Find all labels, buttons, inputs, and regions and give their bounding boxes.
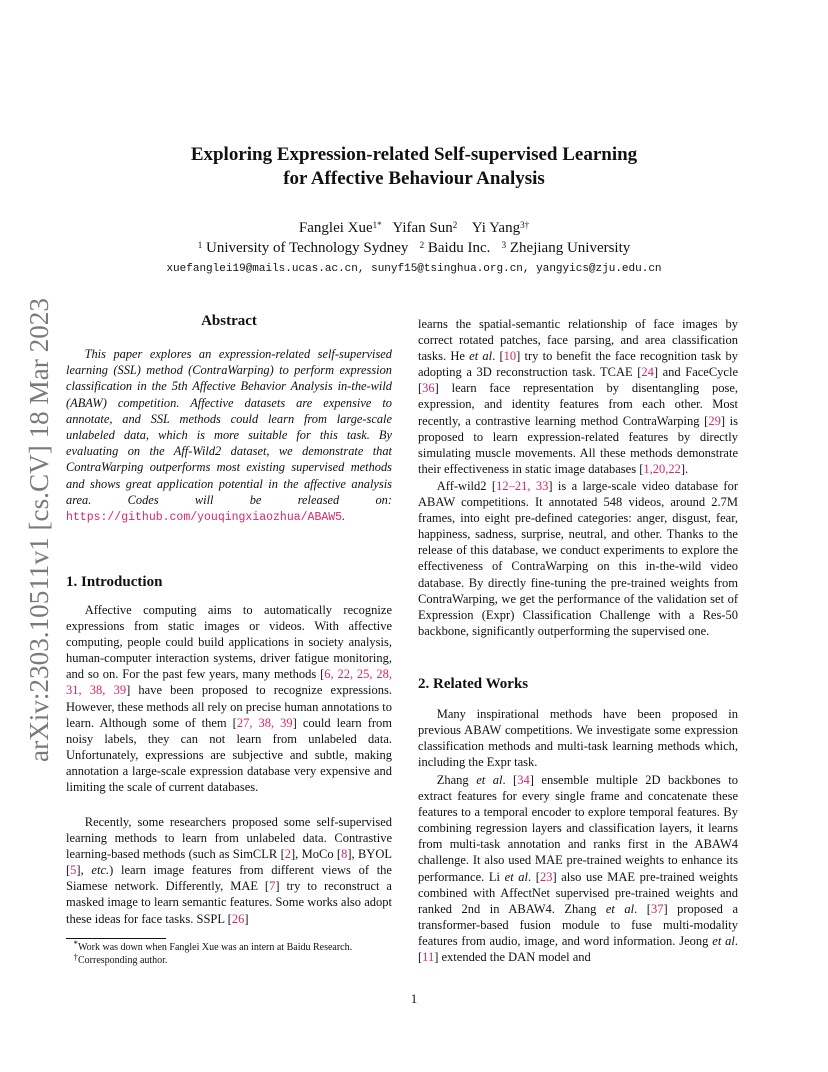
footnote-divider: [66, 938, 166, 939]
text-run: ] is proposed to learn expression-related features by directly simulating muscle movements. All these methods demonstrate their effectiveness in static image databases [: [418, 413, 738, 476]
author-name: Yifan Sun: [392, 220, 453, 236]
text-run: ], MoCo [: [291, 847, 342, 862]
affiliation-num: 3: [501, 240, 507, 250]
affiliation-num: 1: [197, 240, 203, 250]
text-run: ] is a large-scale video database for ABAW competitions. It annotated 548 videos, around 2.7M frames, into eight pre-defined categories: anger, disgust, fear, happiness, sadness, surprise, neutral, and other. Thanks to the release of this database, we conduct experiments to explore the effectiveness of ContraWarping on this in-the-wild video database. By directly fine-tuning the pre-trained weights from ContraWarping, we get the performance of the validation set of Expression (Expr) Classification Challenge with a Res-50 backbone, significantly outperforming the supervised one.: [418, 479, 738, 638]
citation-link[interactable]: 34: [517, 773, 530, 787]
right-paragraph-1: [418, 316, 738, 477]
text-run-italic: etc.: [91, 863, 110, 878]
author-emails: xuefanglei19@mails.ucas.ac.cn, sunyf15@tsinghua.org.cn, yangyics@zju.edu.cn: [166, 263, 662, 275]
title-line-2: for Affective Behaviour Analysis: [283, 168, 545, 189]
related-paragraph-1: Many inspirational methods have been proposed in previous ABAW competitions. We investigate some expression classification methods and multi-task learning methods which, including the Expr task.: [418, 707, 738, 770]
author-mark: 3†: [520, 220, 530, 230]
affiliation-name: Zhejiang University: [509, 240, 631, 256]
author-list: [0, 218, 828, 238]
related-paragraph-2: [418, 772, 738, 965]
citation-link[interactable]: 11: [422, 950, 435, 965]
author-mark: 2: [452, 220, 458, 230]
intro-paragraph-1: [66, 602, 392, 795]
title-line-1: Exploring Expression-related Self-supervised Learning: [190, 144, 638, 165]
footnote-text: Corresponding author.: [78, 955, 168, 966]
affiliation-list: [0, 238, 828, 258]
text-run: learns the spatial-semantic relationship of face images by correct rotated patches, face parsing, and area classification tasks. He: [418, 317, 738, 364]
abstract-heading: Abstract: [201, 313, 257, 329]
abstract-body: This paper explores an expression-related self-supervised learning (SSL) method (ContraWarping) to perform expression classification in the 5th Affective Behavior Analysis in-the-wild (ABAW) competition. Affective datasets are expensive to annotate, and SSL methods could learn from large-scale unlabeled data, which is more suitable for this task. By evaluating on the Aff-Wild2 dataset, we demonstrate that ContraWarping outperforms most existing supervised methods and shows great application potential in the affective analysis area. Codes will be released on:: [66, 347, 392, 507]
text-run: Zhang: [436, 773, 477, 787]
footnote-2: [66, 954, 396, 967]
citation-link[interactable]: 23: [539, 869, 553, 884]
arxiv-id-text: arXiv:2303.10511v1 [cs.CV] 18 Mar 2023: [24, 301, 54, 762]
text-run: . [: [492, 349, 504, 364]
citation-link[interactable]: 5: [70, 863, 77, 878]
footnote-mark: †: [73, 952, 78, 962]
abstract-end: .: [342, 509, 346, 524]
citation-link[interactable]: 10: [503, 349, 517, 364]
affiliation-num: 2: [419, 240, 425, 250]
text-run: ] ensemble multiple 2D backbones to extract features for every single frame and concatenate these features to a temporal encoder to explore temporal features. By combining regression layers and classification layers, it learns from multi-task annotation and ranks first in the ABAW4 challenge. It also used MAE pre-trained weights to enhance its performance. Li: [418, 773, 739, 884]
citation-link[interactable]: 12–21, 33: [496, 479, 549, 493]
text-run: . [: [502, 773, 518, 787]
text-run-italic: et al: [605, 901, 635, 916]
right-paragraph-2: [418, 478, 738, 639]
text-run: ].: [680, 461, 689, 476]
text-run-italic: et al: [469, 349, 493, 364]
text-run-italic: et al: [504, 869, 529, 884]
section-heading-introduction: 1. Introduction: [66, 574, 163, 590]
arxiv-stamp: [14, 295, 58, 765]
text-run: ],: [76, 863, 92, 878]
text-run: ], BYOL [: [66, 847, 392, 878]
footnote-mark: *: [73, 939, 78, 949]
footnote-text: Work was down when Fanglei Xue was an intern at Baidu Research.: [78, 942, 353, 953]
section-heading-related-works: 2. Related Works: [418, 676, 529, 692]
footnote-1: [66, 941, 396, 954]
text-run: ) learn image features from different views of the Siamese network. Differently, MAE [: [66, 863, 392, 894]
text-run: ]: [244, 911, 249, 926]
text-run: ] extended the DAN model and: [434, 950, 591, 965]
text-run: Affective computing aims to automatically recognize expressions from static images or videos. With affective computing, people could build applications in society analysis, human-computer interaction systems, driver fatigue monitoring, and so on. For the past few years, many methods [: [66, 603, 392, 682]
text-run: . [: [418, 933, 738, 965]
citation-link[interactable]: 27, 38, 39: [236, 715, 293, 730]
text-run: Recently, some researchers proposed some self-supervised learning methods to learn from unlabeled data. Contrastive learning-based methods (such as SimCLR [: [66, 815, 392, 862]
text-run: ] proposed a transformer-based fusion module to fuse multi-modality features from audio, image, and word information. Jeong: [418, 901, 738, 948]
text-run: ] also use MAE pre-trained weights combined with AffectNet supervised pre-trained weights and ranked 2nd in ABAW4. Zhang: [418, 869, 739, 916]
author-name: Yi Yang: [471, 220, 521, 236]
text-run: ] and FaceCycle [: [418, 365, 738, 396]
citation-link[interactable]: 1,20,22: [643, 461, 681, 476]
abstract-text: [66, 346, 392, 526]
text-run: . [: [634, 901, 651, 916]
text-run: ] learn face representation by disentangling pose, expression, and identity features from each other. Most recently, a contrastive learning method ContraWarping [: [418, 381, 738, 428]
author-mark: 1*: [372, 220, 382, 230]
citation-link[interactable]: 2: [284, 847, 291, 862]
citation-link[interactable]: 8: [341, 847, 348, 862]
code-url-link[interactable]: https://github.com/youqingxiaozhua/ABAW5: [66, 511, 343, 525]
text-run-italic: et al: [476, 773, 503, 787]
text-run: ] have been proposed to recognize expressions. However, these methods all rely on precise human annotations to learn. Although some of them [: [66, 683, 392, 730]
text-run: Aff-wild2 [: [436, 479, 497, 493]
text-run: . [: [528, 869, 540, 884]
citation-link[interactable]: 24: [641, 365, 654, 380]
affiliation-name: Baidu Inc.: [427, 240, 491, 256]
citation-link[interactable]: 29: [708, 413, 721, 428]
text-run: ] try to reconstruct a masked image to learn semantic features. Some works also adopt these ideas for face tasks. SSPL [: [66, 879, 392, 926]
citation-link[interactable]: 26: [231, 911, 245, 926]
paper-title: [0, 143, 828, 191]
text-run: ] could learn from noisy labels, they can not learn from unlabeled data. Unfortunately, expressions are subjective and subtle, making annotation a large-scale expression database very expensive and limiting the scale of current databases.: [66, 715, 392, 795]
citation-link[interactable]: 37: [650, 901, 664, 916]
page-number: 1: [410, 991, 418, 1006]
citation-link[interactable]: 7: [269, 879, 276, 894]
affiliation-name: University of Technology Sydney: [205, 240, 409, 256]
intro-paragraph-2: [66, 814, 392, 927]
text-run-italic: et al: [712, 933, 735, 948]
citation-link[interactable]: 36: [422, 381, 435, 396]
author-name: Fanglei Xue: [298, 220, 373, 236]
citation-link[interactable]: 6, 22, 25, 28, 31, 38, 39: [66, 667, 393, 698]
text-run: ] try to benefit the face recognition task by adopting a 3D reconstruction task. TCAE [: [418, 349, 738, 380]
